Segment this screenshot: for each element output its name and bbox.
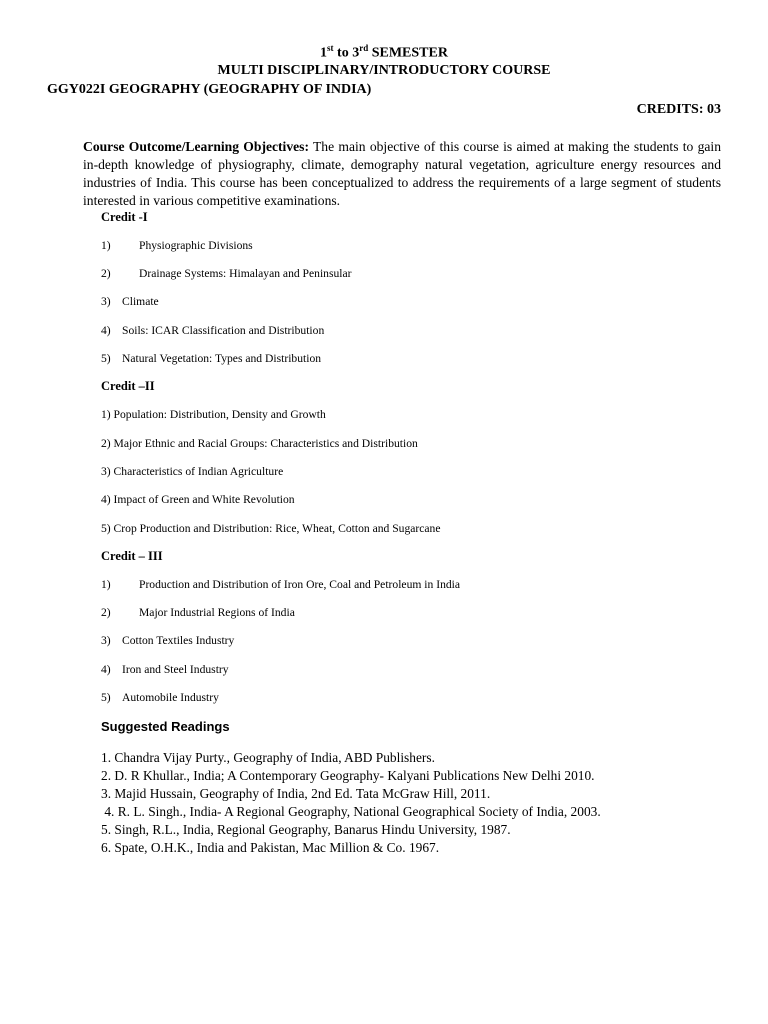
list-item: 3) Characteristics of Indian Agriculture — [101, 465, 284, 478]
readings-title: Suggested Readings — [101, 719, 230, 734]
list-item: 5) Natural Vegetation: Types and Distribution — [101, 352, 322, 365]
credits-label: CREDITS: 03 — [636, 102, 721, 117]
list-item: 2) Drainage Systems: Himalayan and Peninsular — [101, 267, 352, 280]
objectives-label: Course Outcome/Learning Objectives: — [83, 139, 309, 154]
list-item: 4) Impact of Green and White Revolution — [101, 493, 295, 506]
list-item: 2) Major Industrial Regions of India — [101, 606, 295, 619]
course-title: GGY022I GEOGRAPHY (GEOGRAPHY OF INDIA) — [47, 82, 372, 97]
semester-heading: 1st to 3rd SEMESTER — [320, 43, 448, 61]
reference-item: 4. R. L. Singh., India- A Regional Geography, National Geographical Society of India, 2003. — [101, 804, 601, 819]
list-item: 1) Physiographic Divisions — [101, 239, 253, 252]
reference-item: 6. Spate, O.H.K., India and Pakistan, Mac Million & Co. 1967. — [101, 840, 440, 855]
list-item: 5) Automobile Industry — [101, 691, 219, 704]
course-objectives — [83, 138, 721, 210]
list-item: 1) Population: Distribution, Density and Growth — [101, 408, 326, 421]
reference-item: 5. Singh, R.L., India, Regional Geography, Banarus Hindu University, 1987. — [101, 822, 511, 837]
credit-1-title: Credit -I — [101, 210, 148, 224]
reference-item: 3. Majid Hussain, Geography of India, 2nd Ed. Tata McGraw Hill, 2011. — [101, 786, 491, 801]
list-item: 1) Production and Distribution of Iron Ore, Coal and Petroleum in India — [101, 578, 461, 591]
list-item: 2) Major Ethnic and Racial Groups: Characteristics and Distribution — [101, 437, 418, 450]
list-item: 3) Climate — [101, 295, 159, 308]
credit-2-title: Credit –II — [101, 379, 155, 393]
course-type-heading: MULTI DISCIPLINARY/INTRODUCTORY COURSE — [217, 63, 551, 78]
list-item: 4) Iron and Steel Industry — [101, 663, 229, 676]
objectives-text: The main objective of this course is aimed at making the students to gain in-depth knowledge of physiography, climate, demography natural vegetation, agriculture energy resources and industries of India. This course has been conceptualized to address the requirements of a large segment of students interested in various competitive examinations. — [83, 139, 721, 208]
reference-item: 2. D. R Khullar., India; A Contemporary Geography- Kalyani Publications New Delhi 2010. — [101, 768, 595, 783]
reference-item: 1. Chandra Vijay Purty., Geography of India, ABD Publishers. — [101, 750, 435, 765]
list-item: 3) Cotton Textiles Industry — [101, 634, 235, 647]
list-item: 5) Crop Production and Distribution: Rice, Wheat, Cotton and Sugarcane — [101, 522, 441, 535]
credit-3-title: Credit – III — [101, 549, 163, 563]
list-item: 4) Soils: ICAR Classification and Distribution — [101, 324, 325, 337]
